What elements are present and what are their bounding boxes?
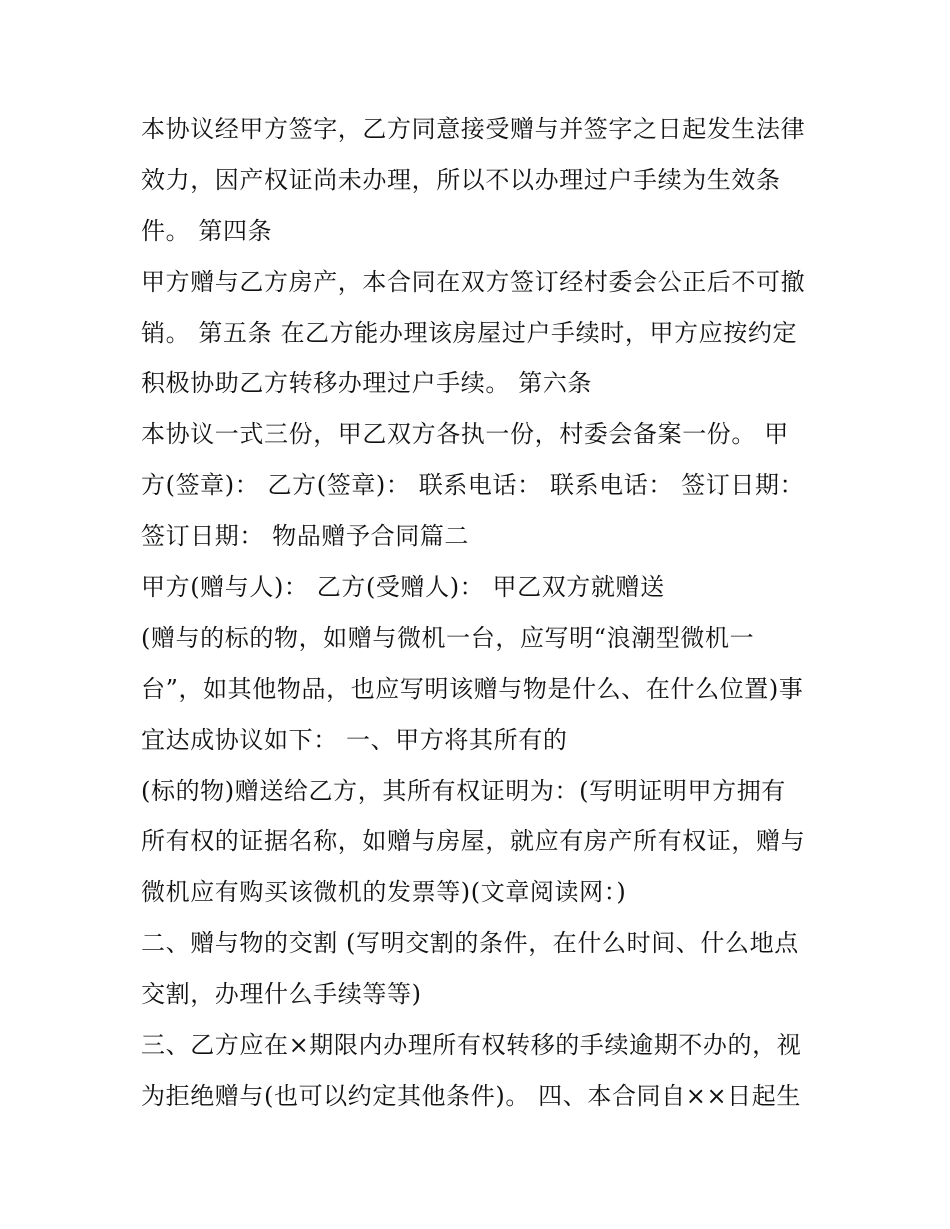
text-line: 本协议经甲方签字，乙方同意接受赠与并签字之日起发生法律 (141, 115, 806, 143)
text-line: 件。 第四条 (141, 216, 273, 245)
text-line: (赠与的标的物，如赠与微机一台，应写明“浪潮型微机一 (141, 623, 755, 652)
text-line: 宜达成协议如下： 一、甲方将其所有的 (141, 725, 568, 754)
text-line: (标的物)赠送给乙方，其所有权证明为：(写明证明甲方拥有 (141, 776, 786, 805)
text-line: 三、乙方应在×期限内办理所有权转移的手续逾期不办的，视 (141, 1031, 802, 1060)
text-line: 签订日期： 物品赠予合同篇二 (141, 522, 470, 551)
text-line: 台”，如其他物品，也应写明该赠与物是什么、在什么位置)事 (141, 674, 804, 703)
text-line: 二、赠与物的交割 (写明交割的条件，在什么时间、什么地点 (141, 929, 799, 958)
text-line: 为拒绝赠与(也可以约定其他条件)。 四、本合同自××日起生 (141, 1081, 801, 1110)
text-line: 方(签章)： 乙方(签章)： 联系电话： 联系电话： 签订日期： (141, 471, 805, 500)
text-line: 效力，因产权证尚未办理，所以不以办理过户手续为生效条 (141, 165, 781, 194)
text-line: 本协议一式三份，甲乙双方各执一份，村委会备案一份。 甲 (141, 420, 789, 449)
text-line: 销。 第五条 在乙方能办理该房屋过户手续时，甲方应按约定 (141, 318, 798, 347)
text-line: 甲方(赠与人)： 乙方(受赠人)： 甲乙双方就赠送 (141, 573, 665, 602)
text-line: 所有权的证据名称，如赠与房屋，就应有房产所有权证，赠与 (141, 827, 806, 856)
document-body (141, 104, 821, 1122)
text-line: 微机应有购买该微机的发票等)(文章阅读网：) (141, 878, 627, 907)
text-line: 积极协助乙方转移办理过户手续。 第六条 (141, 369, 593, 398)
text-line: 交割，办理什么手续等等) (141, 980, 422, 1009)
text-line: 甲方赠与乙方房产，本合同在双方签订经村委会公正后不可撤 (141, 267, 806, 296)
